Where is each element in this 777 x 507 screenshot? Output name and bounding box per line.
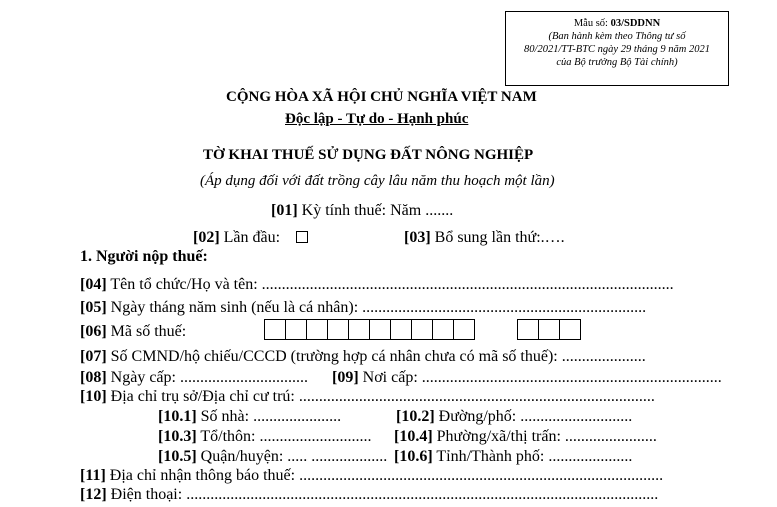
field-code: [10.5] [158,448,197,465]
field-code: [06] [80,323,107,340]
field-code: [10.2] [396,408,435,425]
field-code: [10.4] [394,428,433,445]
form-title: TỜ KHAI THUẾ SỬ DỤNG ĐẤT NÔNG NGHIỆP [203,147,534,163]
tax-period-field[interactable] [271,202,453,220]
hamlet-field[interactable] [158,428,371,446]
section-taxpayer-title: 1. Người nộp thuế: [80,248,208,265]
id-number-field[interactable] [80,348,646,366]
issue-place-field[interactable] [332,369,722,387]
nation-header: CỘNG HÒA XÃ HỘI CHỦ NGHĨA VIỆT NAM [226,89,537,105]
field-code: [01] [271,202,298,219]
field-code: [03] [404,229,431,246]
field-label: Ngày cấp: ................................ [110,369,308,386]
motto: Độc lập - Tự do - Hạnh phúc [285,111,469,127]
tax-code-field [80,323,186,341]
field-label: Đường/phố: ............................ [438,408,633,425]
first-time-field [193,229,308,247]
tax-code-cell[interactable] [285,319,307,340]
field-label: Phường/xã/thị trấn: ....................... [436,428,657,445]
tax-code-cell[interactable] [453,319,475,340]
field-label: Tên tổ chức/Họ và tên: ....................................................................................................... [110,276,674,293]
tax-code-cell[interactable] [411,319,433,340]
form-code-note-1: (Ban hành kèm theo Thông tư số [548,31,686,42]
tax-code-cell[interactable] [517,319,539,340]
supplement-field[interactable] [404,229,565,247]
field-code: [09] [332,369,359,386]
district-field[interactable] [158,448,387,466]
tax-code-cells-main[interactable] [264,319,474,340]
field-label: Mã số thuế: [110,323,187,340]
field-code: [04] [80,276,107,293]
house-number-field[interactable] [158,408,341,426]
tax-code-cells-branch[interactable] [517,319,580,340]
field-code: [10.3] [158,428,197,445]
form-code-box [505,11,729,86]
field-code: [07] [80,348,107,365]
field-label: Số nhà: ...................... [200,408,342,425]
tax-code-cell[interactable] [538,319,560,340]
field-code: [10.1] [158,408,197,425]
birth-date-field[interactable] [80,299,646,317]
field-code: [10.6] [394,448,433,465]
field-label: Địa chỉ nhận thông báo thuế: ........................................................................................... [109,467,664,484]
field-label: Ngày tháng năm sinh (nếu là cá nhân): ....................................................................... [110,299,647,316]
field-code: [12] [80,486,107,503]
street-field[interactable] [396,408,632,426]
field-label: Số CMND/hộ chiếu/CCCD (trường hợp cá nhân chưa có mã số thuế): ..................... [110,348,646,365]
field-label: Bổ sung lần thứ:.…. [434,229,565,246]
ward-field[interactable] [394,428,657,446]
field-code: [05] [80,299,107,316]
field-label: Địa chỉ trụ sở/Địa chỉ cư trú: ......................................................................................... [110,388,655,405]
tax-code-cell[interactable] [348,319,370,340]
tax-code-cell[interactable] [306,319,328,340]
field-label: Quận/huyện: ..... ................... [200,448,388,465]
field-code: [02] [193,229,220,246]
field-code: [10] [80,388,107,405]
tax-code-cell[interactable] [432,319,454,340]
name-field[interactable] [80,276,674,294]
tax-code-cell[interactable] [390,319,412,340]
province-field[interactable] [394,448,632,466]
notice-address-field[interactable] [80,467,663,485]
form-code-line [506,17,728,30]
form-code-note-3: của Bộ trưởng Bộ Tài chính) [556,57,678,68]
field-label: Kỳ tính thuế: Năm ....... [301,202,454,219]
field-label: Nơi cấp: ........................................................................... [362,369,722,386]
form-subtitle: (Áp dụng đối với đất trồng cây lâu năm thu hoạch một lần) [200,173,555,189]
field-label: Điện thoại: ...................................................................................................................... [110,486,659,503]
address-field[interactable] [80,388,655,406]
tax-code-cell[interactable] [327,319,349,340]
field-code: [11] [80,467,106,484]
form-code-value: 03/SDDNN [610,18,661,29]
form-code-label: Mẫu số: [573,18,608,29]
form-code-note-2: 80/2021/TT-BTC ngày 29 tháng 9 năm 2021 [524,44,710,55]
field-code: [08] [80,369,107,386]
field-label: Tổ/thôn: ............................ [200,428,372,445]
field-label: Tỉnh/Thành phố: ..................... [436,448,633,465]
issue-date-field[interactable] [80,369,308,387]
phone-field[interactable] [80,486,658,504]
tax-code-cell[interactable] [369,319,391,340]
first-time-checkbox[interactable] [296,231,308,243]
tax-code-cell[interactable] [559,319,581,340]
field-label: Lần đầu: [223,229,281,246]
tax-code-cell[interactable] [264,319,286,340]
